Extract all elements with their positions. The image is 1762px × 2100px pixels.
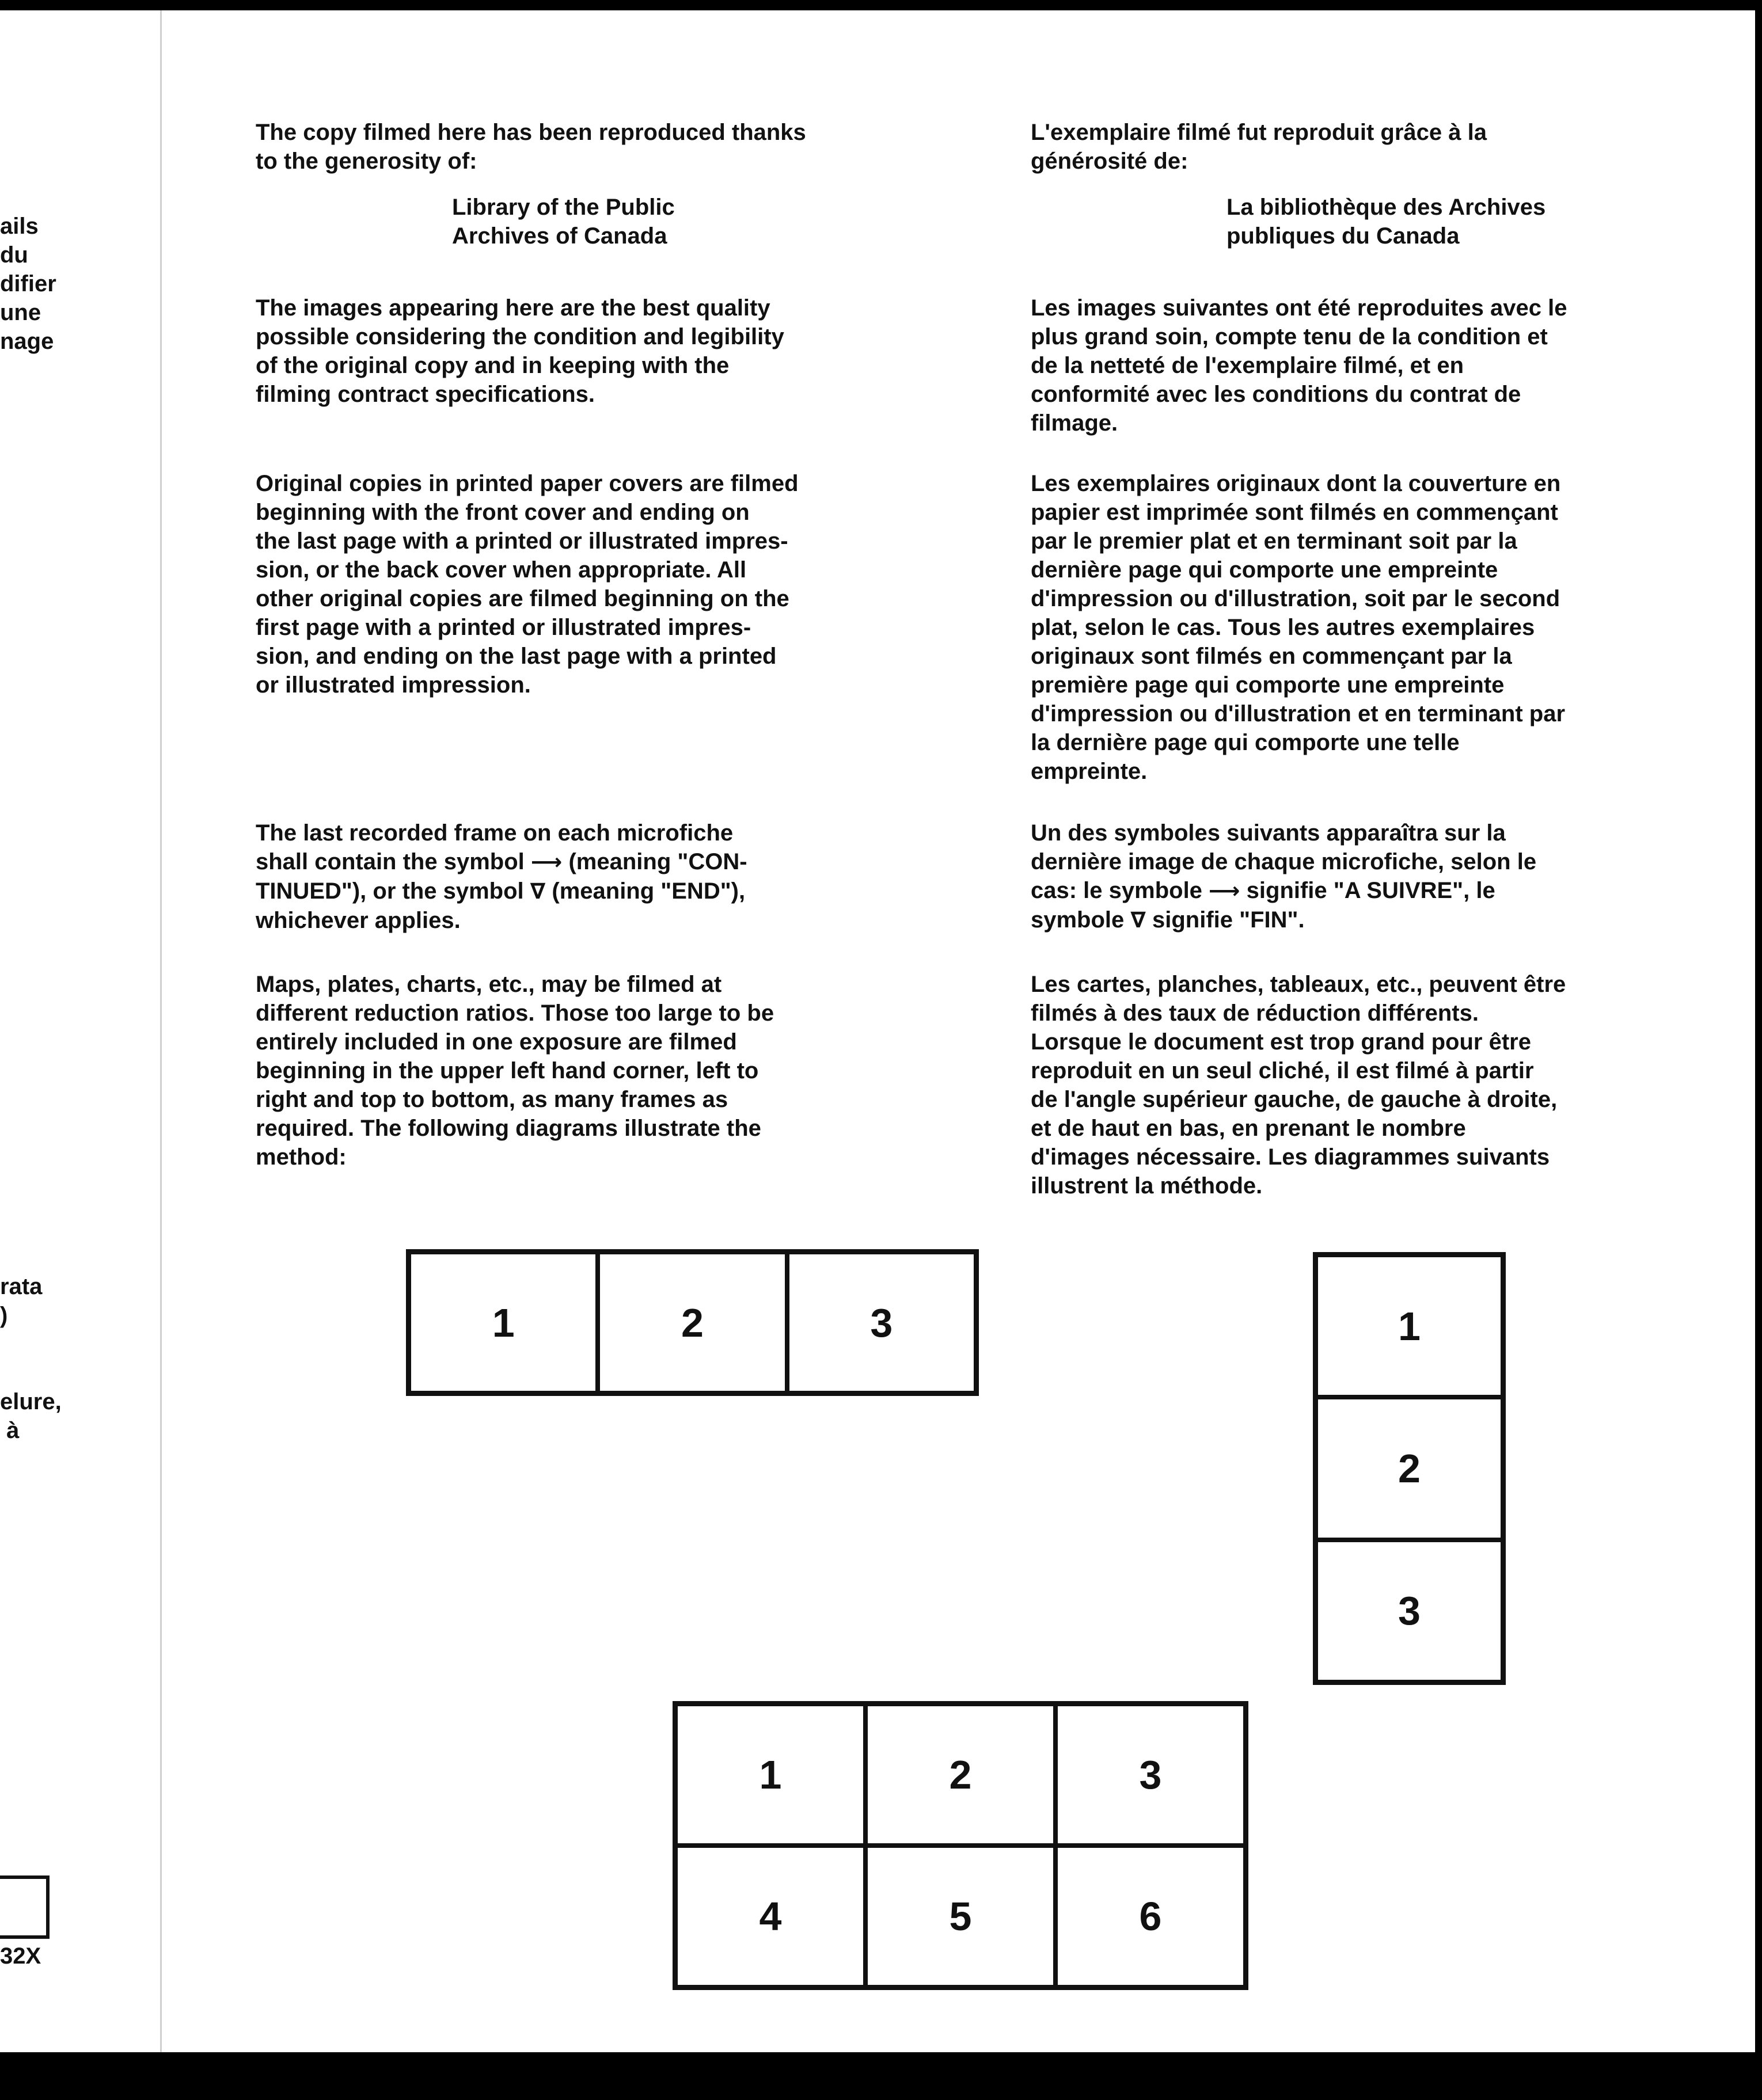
frame-cell: 3 <box>787 1252 976 1393</box>
page-border-right <box>1755 0 1762 2100</box>
continued-arrow-icon: ⟶ <box>1209 879 1240 903</box>
en-symbols-line: The last recorded frame on each microfiche <box>256 820 734 846</box>
diagram-vertical-three-frames <box>1313 1252 1506 1685</box>
en-symbols-text: (meaning "CON- <box>562 849 747 874</box>
fr-symbols-text: symbole <box>1031 907 1131 933</box>
left-margin-fragment-box <box>0 1875 50 1939</box>
fr-symbols-line <box>1031 876 1670 906</box>
fr-quality-paragraph: Les images suivantes ont été reproduites avec le plus grand soin, compte tenu de la condition et de la netteté de l'exemplaire filmé, et en conformité avec les conditions du contrat de filmage. <box>1031 295 1567 436</box>
fr-symbols-text: signifie "A SUIVRE", le <box>1240 878 1495 903</box>
fr-maps-paragraph: Les cartes, planches, tableaux, etc., peuvent être filmés à des taux de réduction différents. Lorsque le document est trop grand pour être reproduit en un seul cliché, il est filmé à partir de l'angle supérieur gauche, de gauche à droite, et de haut en bas, en prenant le nombre d'images nécessaire. Les diagrammes suivants illustrent la méthode. <box>1031 972 1566 1199</box>
diagram-horizontal-three-frames <box>406 1249 979 1396</box>
en-symbols-line <box>256 877 906 906</box>
frame-cell: 5 <box>865 1846 1055 1987</box>
frame-cell: 4 <box>675 1846 865 1987</box>
en-symbols-line: whichever applies. <box>256 908 461 933</box>
end-triangle-icon: ∇ <box>530 880 546 904</box>
en-quality-paragraph: The images appearing here are the best quality possible considering the condition and legibility of the original copy and in keeping with the filming contract specifications. <box>256 295 784 407</box>
frame-cell: 2 <box>1316 1397 1503 1539</box>
continued-arrow-icon: ⟶ <box>530 850 563 874</box>
en-symbols-paragraph <box>256 819 906 935</box>
page-fold-line <box>160 10 162 2052</box>
en-symbols-text: (meaning "END"), <box>545 878 746 904</box>
fr-symbols-text: cas: le symbole <box>1031 878 1209 903</box>
en-symbols-text: shall contain the symbol <box>256 849 531 874</box>
left-margin-fragment-middle: rata ) elure, à <box>0 1274 62 1443</box>
fr-symbols-line: dernière image de chaque microfiche, selon le <box>1031 849 1537 874</box>
end-triangle-icon: ∇ <box>1130 908 1146 933</box>
fr-symbols-paragraph <box>1031 819 1670 935</box>
frame-cell: 6 <box>1055 1846 1245 1987</box>
en-symbols-line <box>256 847 906 877</box>
fr-original-copies-paragraph: Les exemplaires originaux dont la couverture en papier est imprimée sont filmés en commençant par le premier plat et en terminant soit par la dernière page qui comporte une empreinte d'impression ou d'illustration, soit par le second plat, selon le cas. Tous les autres exemplaires originaux sont filmés en commençant par la première page qui comporte une empreinte d'impression ou d'illustration et en terminant par la dernière page qui comporte une telle empreinte. <box>1031 471 1566 784</box>
en-symbols-text: TINUED"), or the symbol <box>256 878 530 904</box>
page-border-bottom <box>0 2052 1762 2100</box>
en-intro: The copy filmed here has been reproduced thanks to the generosity of: <box>256 120 806 174</box>
en-maps-paragraph: Maps, plates, charts, etc., may be filmed at different reduction ratios. Those too large to be entirely included in one exposure are filmed beginning in the upper left hand corner, left to right and top to bottom, as many frames as required. The following diagrams illustrate the method: <box>256 972 774 1170</box>
fr-symbols-line <box>1031 906 1670 935</box>
page-border-top <box>0 0 1762 10</box>
left-margin-fragment-top: ails du difier une nage <box>0 214 56 354</box>
frame-cell: 1 <box>675 1704 865 1846</box>
frame-cell: 3 <box>1055 1704 1245 1846</box>
frame-cell: 1 <box>1316 1255 1503 1397</box>
frame-cell: 2 <box>598 1252 787 1393</box>
frame-cell: 2 <box>865 1704 1055 1846</box>
left-margin-fragment-bottom: 32X <box>0 1943 41 1969</box>
frame-cell: 1 <box>409 1252 598 1393</box>
fr-symbols-text: signifie "FIN". <box>1145 907 1305 933</box>
en-library-name: Library of the Public Archives of Canada <box>452 195 675 249</box>
diagram-grid-six-frames <box>673 1701 1248 1990</box>
frame-cell: 3 <box>1316 1540 1503 1682</box>
fr-intro: L'exemplaire filmé fut reproduit grâce à la générosité de: <box>1031 120 1487 174</box>
fr-symbols-line: Un des symboles suivants apparaîtra sur la <box>1031 820 1506 846</box>
fr-library-name: La bibliothèque des Archives publiques du Canada <box>1226 195 1546 249</box>
en-original-copies-paragraph: Original copies in printed paper covers are filmed beginning with the front cover and ending on the last page with a printed or illustrated impres- sion, or the back cover when appropriate. All other original copies are filmed beginning on the first page with a printed or illustrated impres- sion, and ending on the last page with a printed or illustrated impression. <box>256 471 799 698</box>
